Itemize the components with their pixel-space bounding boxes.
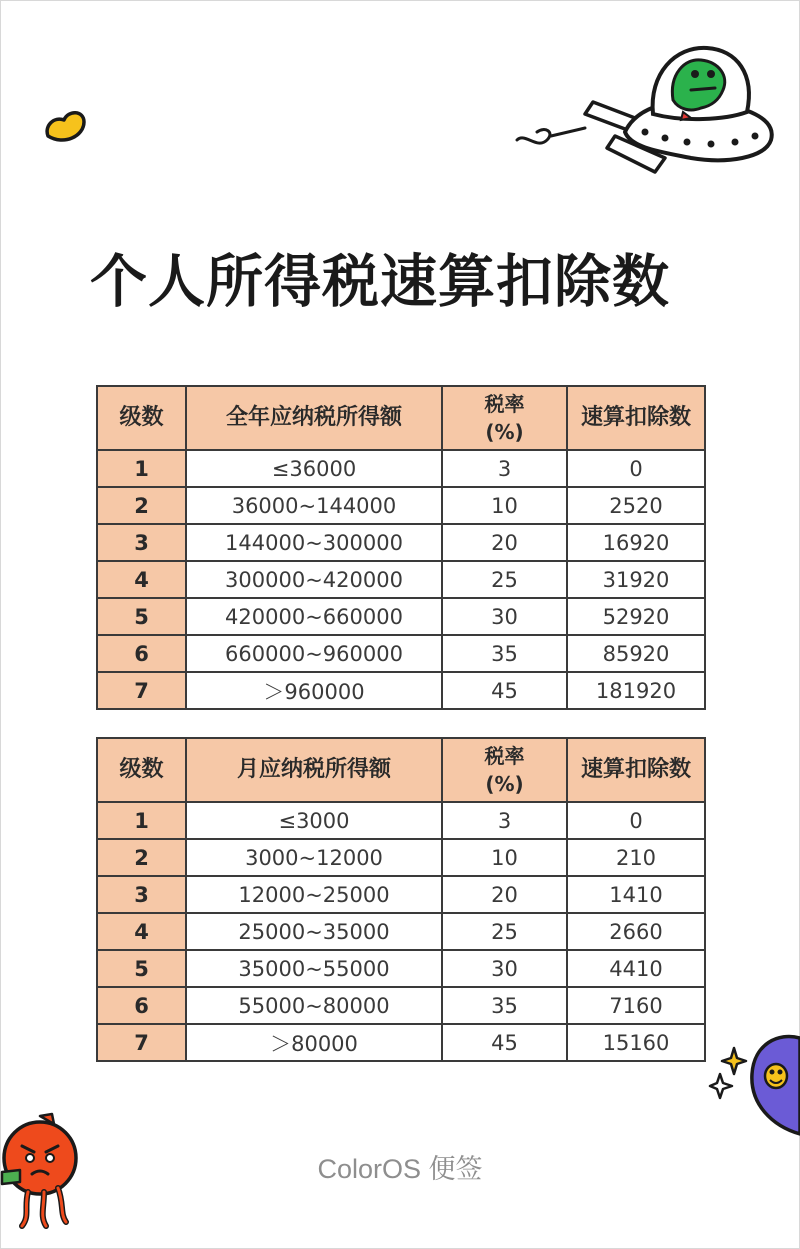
cell-level: 1 xyxy=(97,450,186,487)
sparkle-icon xyxy=(708,1046,752,1102)
cell-deduction: 0 xyxy=(567,802,705,839)
cell-deduction: 2520 xyxy=(567,487,705,524)
cell-income: 12000~25000 xyxy=(186,876,442,913)
cell-level: 5 xyxy=(97,950,186,987)
monthly-tax-table xyxy=(96,737,704,1062)
yellow-bean-icon xyxy=(42,106,90,148)
cell-level: 6 xyxy=(97,635,186,672)
cell-level: 4 xyxy=(97,913,186,950)
cell-deduction: 15160 xyxy=(567,1024,705,1061)
cell-income: ＞80000 xyxy=(186,1024,442,1061)
header-rate xyxy=(442,738,567,802)
cell-level: 3 xyxy=(97,524,186,561)
cell-deduction: 0 xyxy=(567,450,705,487)
header-income: 月应纳税所得额 xyxy=(186,738,442,802)
cell-level: 2 xyxy=(97,839,186,876)
cell-deduction: 210 xyxy=(567,839,705,876)
cell-deduction: 1410 xyxy=(567,876,705,913)
cell-rate: 3 xyxy=(442,802,567,839)
cell-rate: 45 xyxy=(442,1024,567,1061)
cell-deduction: 4410 xyxy=(567,950,705,987)
cell-deduction: 181920 xyxy=(567,672,705,709)
header-level: 级数 xyxy=(97,386,186,450)
cell-income: 144000~300000 xyxy=(186,524,442,561)
cell-rate: 25 xyxy=(442,561,567,598)
cell-level: 6 xyxy=(97,987,186,1024)
cell-level: 7 xyxy=(97,1024,186,1061)
cell-income: 660000~960000 xyxy=(186,635,442,672)
cell-rate: 30 xyxy=(442,950,567,987)
table-row xyxy=(97,672,705,709)
cell-rate: 20 xyxy=(442,876,567,913)
table-row xyxy=(97,487,705,524)
cell-deduction: 16920 xyxy=(567,524,705,561)
footer-brand: ColorOS 便签 xyxy=(317,1154,483,1184)
table-row xyxy=(97,598,705,635)
cell-income: ≤3000 xyxy=(186,802,442,839)
cell-income: 36000~144000 xyxy=(186,487,442,524)
cell-level: 2 xyxy=(97,487,186,524)
dinosaur-spaceship-icon xyxy=(515,40,785,185)
cell-deduction: 2660 xyxy=(567,913,705,950)
table-row xyxy=(97,802,705,839)
cell-level: 7 xyxy=(97,672,186,709)
header-rate xyxy=(442,386,567,450)
cell-level: 1 xyxy=(97,802,186,839)
table-row xyxy=(97,524,705,561)
cell-rate: 25 xyxy=(442,913,567,950)
table-row xyxy=(97,950,705,987)
table-row xyxy=(97,450,705,487)
header-rate-unit: (%) xyxy=(485,772,524,796)
table-row xyxy=(97,561,705,598)
cell-income: 420000~660000 xyxy=(186,598,442,635)
table-row xyxy=(97,987,705,1024)
cell-deduction: 7160 xyxy=(567,987,705,1024)
cell-deduction: 85920 xyxy=(567,635,705,672)
cell-income: 55000~80000 xyxy=(186,987,442,1024)
table-row xyxy=(97,839,705,876)
table-row xyxy=(97,913,705,950)
cell-level: 3 xyxy=(97,876,186,913)
cell-rate: 35 xyxy=(442,635,567,672)
header-income: 全年应纳税所得额 xyxy=(186,386,442,450)
cell-income: 35000~55000 xyxy=(186,950,442,987)
cell-level: 4 xyxy=(97,561,186,598)
page-title: 个人所得税速算扣除数 xyxy=(90,249,670,316)
table-row xyxy=(97,876,705,913)
cell-rate: 35 xyxy=(442,987,567,1024)
header-rate-label: 税率 xyxy=(484,392,525,416)
cell-income: ＞960000 xyxy=(186,672,442,709)
table-header-row xyxy=(97,738,705,802)
cell-income: 25000~35000 xyxy=(186,913,442,950)
cell-rate: 20 xyxy=(442,524,567,561)
table-row xyxy=(97,635,705,672)
cell-rate: 45 xyxy=(442,672,567,709)
cell-income: 300000~420000 xyxy=(186,561,442,598)
header-deduction: 速算扣除数 xyxy=(567,738,705,802)
cell-deduction: 31920 xyxy=(567,561,705,598)
cell-deduction: 52920 xyxy=(567,598,705,635)
cell-income: ≤36000 xyxy=(186,450,442,487)
cell-rate: 3 xyxy=(442,450,567,487)
cell-rate: 30 xyxy=(442,598,567,635)
purple-character-icon xyxy=(748,1030,800,1140)
table-row xyxy=(97,1024,705,1061)
cell-rate: 10 xyxy=(442,487,567,524)
header-rate-unit: (%) xyxy=(485,420,524,444)
header-deduction: 速算扣除数 xyxy=(567,386,705,450)
table-header-row xyxy=(97,386,705,450)
cell-rate: 10 xyxy=(442,839,567,876)
header-rate-label: 税率 xyxy=(484,744,525,768)
header-level: 级数 xyxy=(97,738,186,802)
annual-tax-table xyxy=(96,385,704,710)
cell-level: 5 xyxy=(97,598,186,635)
cell-income: 3000~12000 xyxy=(186,839,442,876)
